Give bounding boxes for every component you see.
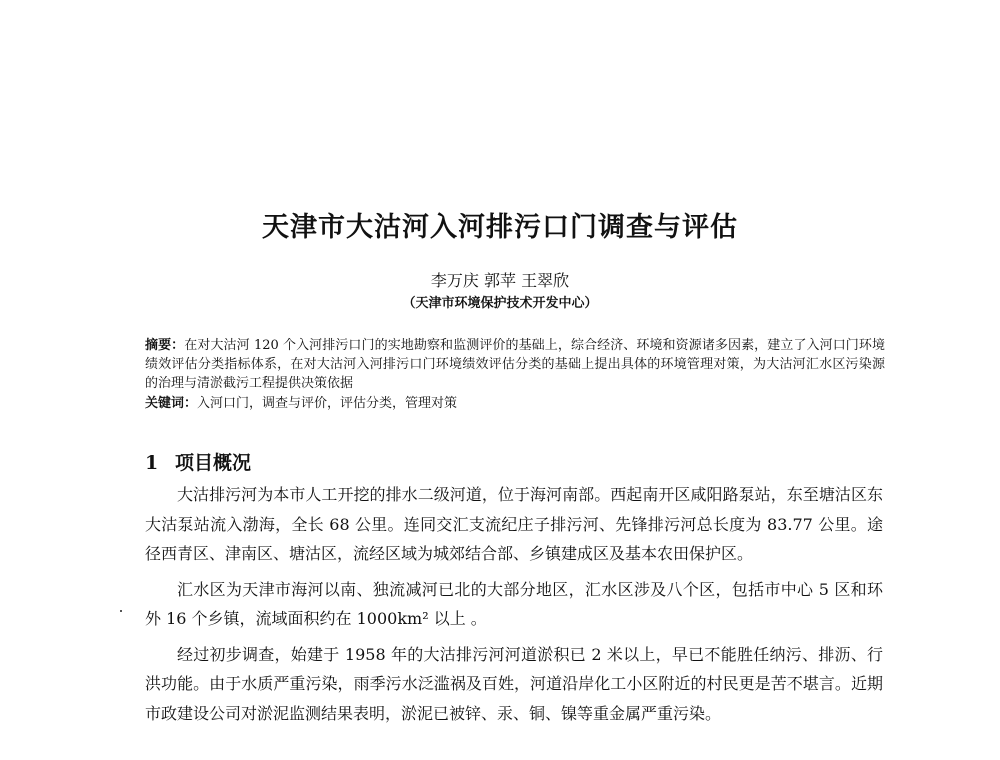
abstract-text: 在对大沽河 120 个入河排污口门的实地勘察和监测评价的基础上，综合经济、环境和资源诸多因素，建立了入河口门环境绩效评估分类指标体系，在对大沽河入河排污口门环境绩效评估分类的基础上提出具体的环境管理对策，为大沽河汇水区污染源的治理与清淤截污工程提供决策依据: [145, 338, 885, 391]
paper-title: 天津市大沽河入河排污口门调查与评估: [262, 212, 738, 243]
abstract-label: 摘要：: [145, 338, 185, 353]
section-heading: [145, 448, 251, 475]
body-paragraph: 汇水区为天津市海河以南、独流减河已北的大部分地区，汇水区涉及八个区，包括市中心 5 区和环外 16 个乡镇，流域面积约在 1000km² 以上 。: [145, 579, 883, 628]
keywords-text: 入河口门，调查与评价，评估分类，管理对策: [197, 396, 458, 411]
body-paragraph: 经过初步调查，始建于 1958 年的大沽排污河河道淤积已 2 米以上，早已不能胜任纳污、排沥、行洪功能。由于水质严重污染，雨季污水泛滥祸及百姓，河道沿岸化工小区附近的村民更是苦不堪言。近期市政建设公司对淤泥监测结果表明，淤泥已被锌、汞、铜、镍等重金属严重污染。: [145, 644, 883, 723]
body-paragraph: 大沽排污河为本市人工开挖的排水二级河道，位于海河南部。西起南开区咸阳路泵站，东至塘沽区东大沽泵站流入渤海，全长 68 公里。连同交汇支流纪庄子排污河、先锋排污河总长度为 83.77 公里。途径西青区、津南区、塘沽区，流经区域为城郊结合部、乡镇建成区及基本农田保护区。: [145, 485, 883, 563]
abstract-block: [145, 336, 885, 393]
paper-affiliation: （天津市环境保护技术开发中心）: [402, 296, 598, 311]
keywords-block: [145, 394, 885, 413]
keywords-label: 关键词：: [145, 396, 198, 411]
paper-authors: 李万庆 郭苹 王翠欣: [430, 271, 570, 290]
section-body: [145, 480, 883, 734]
scan-speck: [120, 610, 122, 612]
section-number: 1: [145, 452, 159, 474]
section-title: 项目概况: [175, 452, 252, 474]
